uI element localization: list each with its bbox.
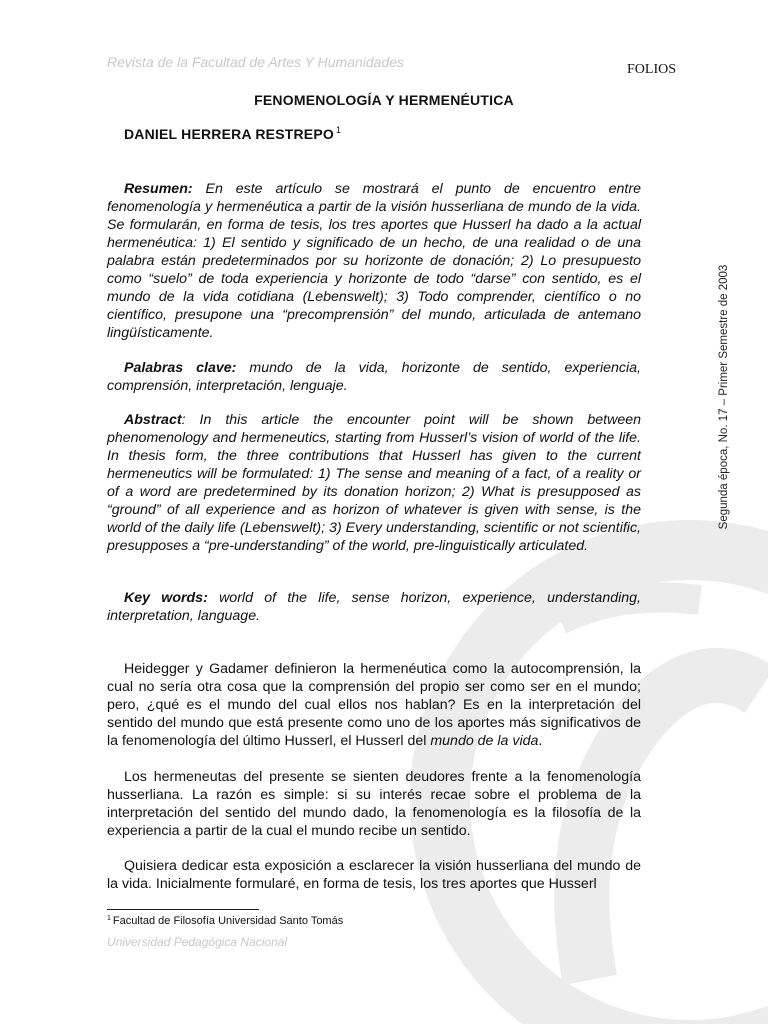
body-paragraph-2: Los hermeneutas del presente se sienten deudores frente a la fenomenología husserliana. La razón es simple: si su interés recae sobre el problema de la interpretación del sentido del mundo dado, la fenomenología es la filosofía de la experiencia a partir de la cual el mundo recibe un sentido.	[107, 769, 641, 839]
resumen-text: En este artículo se mostrará el punto de encuentro entre fenomenología y hermenéutica a partir de la visión husserliana de mundo de la vida. Se formularán, en forma de tesis, los tres aportes que Husserl ha dado a la actual hermenéutica: 1) El sentido y significado de un hecho, de una realidad o de una palabra están predeterminados por su horizonte de donación; 2) Lo presupuesto como “suelo” de toda experiencia y horizonte de todo “darse” con sentido, es el mundo de la vida cotidiana (Lebenswelt); 3) Todo comprender, científico o no científico, presupone una “precomprensión” del mundo, articulada de antemano lingüísticamente.	[107, 181, 641, 341]
palabras-clave-paragraph	[107, 359, 641, 395]
body-paragraph-3: Quisiera dedicar esta exposición a esclarecer la visión husserliana del mundo de la vida. Inicialmente formularé, en forma de tesis, los tres aportes que Husserl	[107, 858, 641, 892]
article-title: FENOMENOLOGÍA Y HERMENÉUTICA	[254, 92, 514, 108]
abstract-text: : In this article the encounter point will be shown between phenomenology and hermeneutics, starting from Husserl’s vision of world of the life. In thesis form, the three contributions that Husserl has given to the current hermeneutics will be formulated: 1) The sense and meaning of a fact, of a reality or of a word are predetermined by its donation horizon; 2) What is presupposed as “ground” of all experience and as horizon of whatever is given with sense, is the world of the daily life (Lebenswelt); 3) Every understanding, scientific or not scientific, presupposes a “pre-understanding” of the world, pre-linguistically articulated.	[107, 412, 641, 554]
abstract-paragraph	[107, 411, 641, 555]
key-words-text: world of the life, sense horizon, experience, understanding, interpretation, language.	[107, 590, 641, 624]
palabras-clave-text: mundo de la vida, horizonte de sentido, experiencia, comprensión, interpretación, lenguaje.	[107, 360, 641, 394]
issue-side-label: Segunda época, No. 17 – Primer Semestre de 2003	[718, 264, 730, 530]
author-text: DANIEL HERRERA RESTREPO	[124, 126, 334, 142]
section-label: FOLIOS	[627, 62, 677, 77]
body-p1-emphasis: mundo de la vida	[430, 733, 539, 749]
footnote-text: Facultad de Filosofía Universidad Santo Tomás	[112, 915, 344, 927]
palabras-clave-label: Palabras clave:	[124, 360, 237, 376]
resumen-paragraph	[107, 180, 641, 342]
journal-header: Revista de la Facultad de Artes Y Humanidades	[107, 54, 405, 70]
body-paragraph-1	[107, 660, 641, 750]
body-p1-text: Heidegger y Gadamer definieron la hermenéutica como la autocomprensión, la cual no sería otra cosa que la comprensión del propio ser como ser en el mundo; pero, ¿qué es el mundo del cual ellos nos hablan? Es en la interpretación del sentido del mundo que está presente como uno de los aportes más significativos de la fenomenología del último Husserl, el Husserl del	[107, 661, 641, 749]
footnote-divider	[107, 909, 259, 910]
author-footnote-ref[interactable]: 1	[335, 125, 342, 135]
key-words-label: Key words:	[124, 590, 208, 606]
footer-institution: Universidad Pedagógica Nacional	[107, 935, 288, 949]
key-words-paragraph	[107, 589, 641, 625]
footnote-ref: 1	[107, 915, 111, 922]
resumen-label: Resumen:	[124, 181, 193, 197]
abstract-label: Abstract	[124, 412, 182, 428]
author-name	[124, 125, 341, 142]
body-p1-end: .	[538, 733, 543, 749]
footnote	[107, 915, 343, 927]
